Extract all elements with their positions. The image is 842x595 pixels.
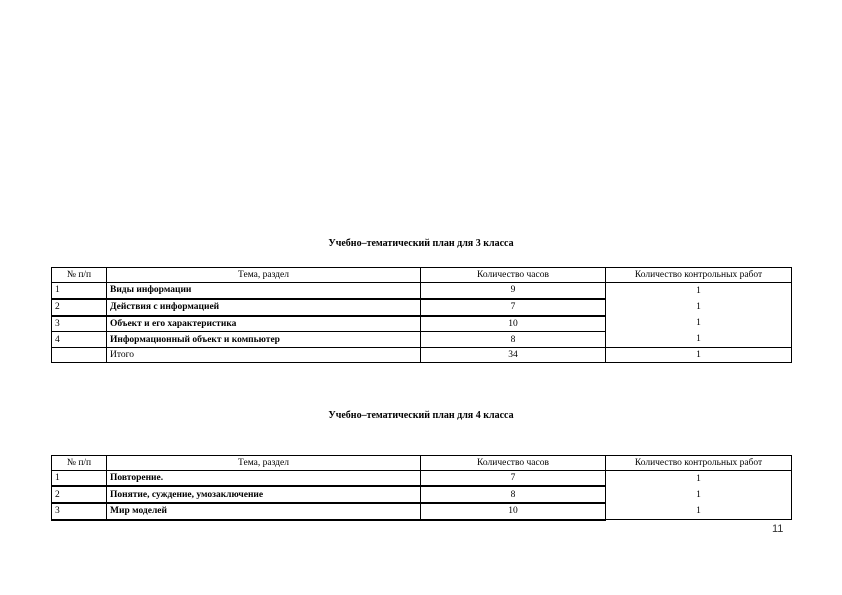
col-header-hours: Количество часов (421, 456, 606, 471)
row-number: 1 (52, 471, 107, 487)
row-number: 1 (52, 283, 107, 299)
test-count: 1 (696, 334, 701, 344)
total-tests: 1 (606, 348, 792, 363)
row-hours: 7 (421, 299, 606, 316)
col-header-tests: Количество контрольных работ (606, 456, 792, 471)
row-hours: 7 (421, 471, 606, 487)
grade3-plan-table (51, 267, 792, 363)
row-topic: Понятие, суждение, умозаключение (107, 486, 421, 503)
col-header-topic: Тема, раздел (107, 268, 421, 283)
total-row (52, 348, 792, 363)
col-header-tests: Количество контрольных работ (606, 268, 792, 283)
row-number: 2 (52, 299, 107, 316)
row-topic: Объект и его характеристика (107, 316, 421, 332)
total-number-empty (52, 348, 107, 363)
col-header-number: № п/п (52, 456, 107, 471)
row-number: 3 (52, 503, 107, 520)
col-header-hours: Количество часов (421, 268, 606, 283)
test-count: 1 (696, 506, 701, 516)
row-number: 2 (52, 486, 107, 503)
row-topic: Повторение. (107, 471, 421, 487)
table-row (52, 471, 792, 487)
test-count: 1 (696, 490, 701, 500)
table-header-row (52, 268, 792, 283)
test-count: 1 (696, 286, 701, 296)
tests-cell (606, 283, 792, 348)
test-count: 1 (696, 302, 701, 312)
row-hours: 9 (421, 283, 606, 299)
grade4-plan-table (51, 455, 792, 521)
row-topic: Мир моделей (107, 503, 421, 520)
row-topic: Информационный объект и компьютер (107, 332, 421, 348)
row-hours: 10 (421, 503, 606, 520)
grade3-title: Учебно–тематический план для 3 класса (328, 238, 514, 249)
test-count: 1 (696, 474, 701, 484)
total-label: Итого (107, 348, 421, 363)
grade4-title: Учебно–тематический план для 4 класса (328, 410, 514, 421)
page-number: 11 (772, 523, 784, 535)
row-topic: Действия с информацией (107, 299, 421, 316)
test-count: 1 (696, 318, 701, 328)
row-hours: 8 (421, 486, 606, 503)
col-header-number: № п/п (52, 268, 107, 283)
row-hours: 10 (421, 316, 606, 332)
table-header-row (52, 456, 792, 471)
col-header-topic: Тема, раздел (107, 456, 421, 471)
row-topic: Виды информации (107, 283, 421, 299)
row-number: 3 (52, 316, 107, 332)
tests-cell (606, 471, 792, 520)
table-row (52, 283, 792, 299)
total-hours: 34 (421, 348, 606, 363)
row-hours: 8 (421, 332, 606, 348)
row-number: 4 (52, 332, 107, 348)
